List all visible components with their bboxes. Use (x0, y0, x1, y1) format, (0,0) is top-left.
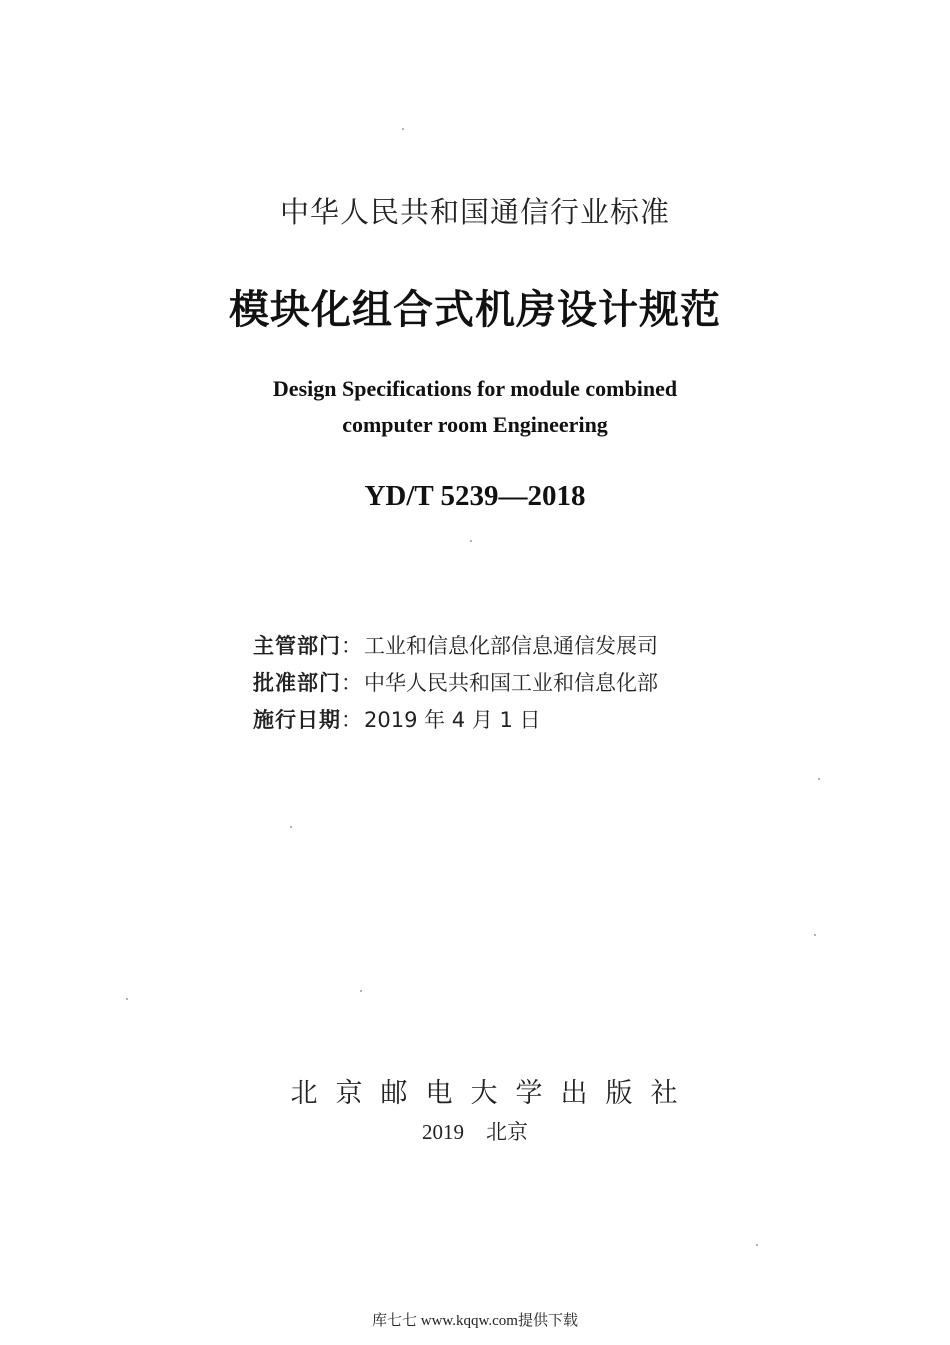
scan-speck (470, 540, 472, 542)
meta-value: 工业和信息化部信息通信发展司 (364, 634, 658, 658)
scan-speck (818, 778, 820, 780)
meta-value: 中华人民共和国工业和信息化部 (364, 671, 658, 695)
meta-row-effective-date (253, 702, 658, 739)
scan-speck (290, 826, 292, 828)
standard-code: YD/T 5239—2018 (364, 480, 586, 512)
meta-colon: ： (341, 634, 362, 658)
publication-city: 北京 (486, 1120, 528, 1144)
download-footer: 库七七 www.kqqw.com提供下载 (372, 1313, 578, 1329)
english-title-line-2: computer room Engineering (342, 412, 608, 437)
scan-speck (126, 998, 128, 1000)
scan-speck (402, 128, 404, 130)
meta-label: 施行日期 (253, 708, 341, 732)
scan-speck (756, 1244, 758, 1246)
publication-year-place (0, 1116, 950, 1146)
scan-speck (360, 990, 362, 992)
scan-speck (814, 934, 816, 936)
publication-year: 2019 (422, 1120, 464, 1144)
english-title-line-1: Design Specifications for module combined (272, 376, 678, 401)
meta-colon: ： (341, 671, 362, 695)
meta-label: 批准部门 (253, 671, 341, 695)
publisher-name: 北京邮电大学出版社 (290, 1078, 696, 1109)
meta-row-approval (253, 665, 658, 702)
industry-standard-heading: 中华人民共和国通信行业标准 (279, 195, 670, 229)
approval-info (253, 628, 658, 739)
meta-label: 主管部门 (253, 634, 341, 658)
meta-colon: ： (341, 708, 362, 732)
meta-row-authority (253, 628, 658, 665)
chinese-title: 模块化组合式机房设计规范 (229, 287, 721, 333)
meta-value: 2019 年 4 月 1 日 (364, 708, 541, 732)
